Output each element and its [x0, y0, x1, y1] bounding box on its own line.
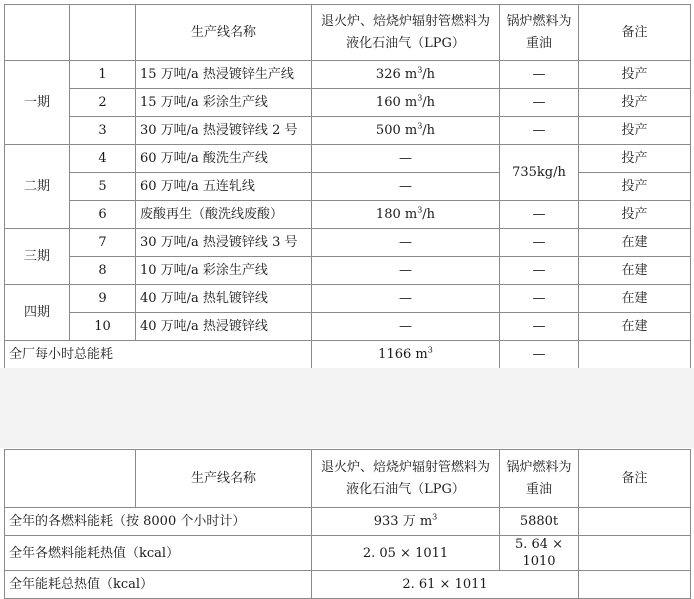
- row-lpg: —: [312, 145, 500, 173]
- table-row: [5, 117, 691, 145]
- header-lpg: 退火炉、焙烧炉辐射管燃料为液化石油气（LPG）: [312, 5, 500, 61]
- row-name: 60 万吨/a 酸洗生产线: [136, 145, 312, 173]
- row-boiler: —: [500, 61, 579, 89]
- table-row: [5, 173, 691, 201]
- row-lpg: [312, 201, 500, 229]
- lpg-unit-sup: 3: [432, 512, 438, 522]
- table-row: [5, 285, 691, 313]
- row-note: 在建: [579, 313, 691, 341]
- lpg-unit-sup: 3: [417, 121, 423, 131]
- header-row: [5, 450, 691, 508]
- lpg-unit-sup: 3: [417, 93, 423, 103]
- lpg-unit-sup: 3: [417, 205, 423, 215]
- row-num: 7: [70, 229, 136, 257]
- energy-table-annual: [4, 449, 691, 599]
- row-name: 15 万吨/a 彩涂生产线: [136, 89, 312, 117]
- lpg-unit: /h: [422, 95, 436, 110]
- row-name: 40 万吨/a 热轧镀锌线: [136, 285, 312, 313]
- total-lpg-value: 1166 m: [378, 347, 428, 362]
- total-note: [579, 341, 691, 369]
- header-phase: [5, 5, 70, 61]
- row-lpg: [312, 61, 500, 89]
- row-note: 投产: [579, 145, 691, 173]
- phase-cell: 四期: [5, 285, 70, 341]
- header-boiler: 锅炉燃料为重油: [500, 450, 579, 508]
- row-num: 6: [70, 201, 136, 229]
- row-boiler: —: [500, 117, 579, 145]
- lpg-value: 933 万 m: [373, 514, 433, 529]
- table-row: [5, 145, 691, 173]
- header-num: [70, 5, 136, 61]
- row-name: 40 万吨/a 热浸镀锌线: [136, 313, 312, 341]
- lpg-unit-sup: 3: [417, 65, 423, 75]
- row-lpg: —: [312, 257, 500, 285]
- row-note: 投产: [579, 89, 691, 117]
- row-combined-value: 2. 61 × 1011: [312, 571, 579, 599]
- row-num: 4: [70, 145, 136, 173]
- lpg-value: 160 m: [375, 95, 418, 110]
- header-note: 备注: [579, 450, 691, 508]
- row-note: 在建: [579, 257, 691, 285]
- total-label: 全厂每小时总能耗: [5, 341, 312, 369]
- row-label: 全年能耗总热值（kcal）: [5, 571, 312, 599]
- row-note: [579, 536, 691, 571]
- row-num: 5: [70, 173, 136, 201]
- row-note: 投产: [579, 201, 691, 229]
- phase-cell: 三期: [5, 229, 70, 285]
- row-boiler: —: [500, 89, 579, 117]
- row-note: 在建: [579, 285, 691, 313]
- row-boiler: 5880t: [500, 508, 579, 536]
- lpg-unit: /h: [422, 67, 436, 82]
- header-line-name: 生产线名称: [136, 450, 312, 508]
- row-name: 30 万吨/a 热浸镀锌线 3 号: [136, 229, 312, 257]
- page-gap: [0, 368, 694, 448]
- header-blank: [5, 450, 136, 508]
- row-lpg: —: [312, 229, 500, 257]
- table-row: [5, 229, 691, 257]
- row-note: 在建: [579, 229, 691, 257]
- row-note: 投产: [579, 173, 691, 201]
- row-name: 废酸再生（酸洗线废酸）: [136, 201, 312, 229]
- energy-table-hourly: [4, 4, 691, 369]
- table-row: [5, 508, 691, 536]
- phase-cell: 一期: [5, 61, 70, 145]
- row-lpg: —: [312, 173, 500, 201]
- row-name: 15 万吨/a 热浸镀锌生产线: [136, 61, 312, 89]
- header-note: 备注: [579, 5, 691, 61]
- table-row: [5, 61, 691, 89]
- table-row: [5, 571, 691, 599]
- lpg-value: 180 m: [375, 207, 418, 222]
- total-row: [5, 341, 691, 369]
- row-lpg: 2. 05 × 1011: [312, 536, 500, 571]
- row-label: 全年的各燃料能耗（按 8000 个小时计）: [5, 508, 312, 536]
- row-name: 30 万吨/a 热浸镀锌线 2 号: [136, 117, 312, 145]
- row-num: 1: [70, 61, 136, 89]
- row-note: 投产: [579, 61, 691, 89]
- row-note: [579, 508, 691, 536]
- row-boiler: —: [500, 257, 579, 285]
- row-boiler: —: [500, 201, 579, 229]
- row-boiler-merged: 735kg/h: [500, 145, 579, 201]
- row-name: 60 万吨/a 五连轧线: [136, 173, 312, 201]
- row-lpg: [312, 89, 500, 117]
- row-name: 10 万吨/a 彩涂生产线: [136, 257, 312, 285]
- header-row: [5, 5, 691, 61]
- row-boiler: 5. 64 × 1010: [500, 536, 579, 571]
- row-lpg: [312, 508, 500, 536]
- table-row: [5, 201, 691, 229]
- row-lpg: [312, 117, 500, 145]
- row-num: 10: [70, 313, 136, 341]
- phase-cell: 二期: [5, 145, 70, 229]
- row-lpg: —: [312, 313, 500, 341]
- row-num: 2: [70, 89, 136, 117]
- lpg-unit: /h: [422, 207, 436, 222]
- header-lpg: 退火炉、焙烧炉辐射管燃料为液化石油气（LPG）: [312, 450, 500, 508]
- header-line-name: 生产线名称: [136, 5, 312, 61]
- lpg-value: 500 m: [375, 123, 418, 138]
- lpg-unit-sup: 3: [427, 345, 433, 355]
- lpg-unit: /h: [422, 123, 436, 138]
- row-boiler: —: [500, 285, 579, 313]
- row-boiler: —: [500, 229, 579, 257]
- row-num: 9: [70, 285, 136, 313]
- row-boiler: —: [500, 313, 579, 341]
- row-note: 投产: [579, 117, 691, 145]
- header-boiler: 锅炉燃料为重油: [500, 5, 579, 61]
- lpg-value: 326 m: [375, 67, 418, 82]
- row-num: 3: [70, 117, 136, 145]
- row-label: 全年各燃料能耗热值（kcal）: [5, 536, 312, 571]
- table-row: [5, 536, 691, 571]
- total-lpg: [312, 341, 500, 369]
- row-num: 8: [70, 257, 136, 285]
- row-note: [579, 571, 691, 599]
- total-boiler: —: [500, 341, 579, 369]
- table-row: [5, 257, 691, 285]
- table-row: [5, 89, 691, 117]
- row-lpg: —: [312, 285, 500, 313]
- table-row: [5, 313, 691, 341]
